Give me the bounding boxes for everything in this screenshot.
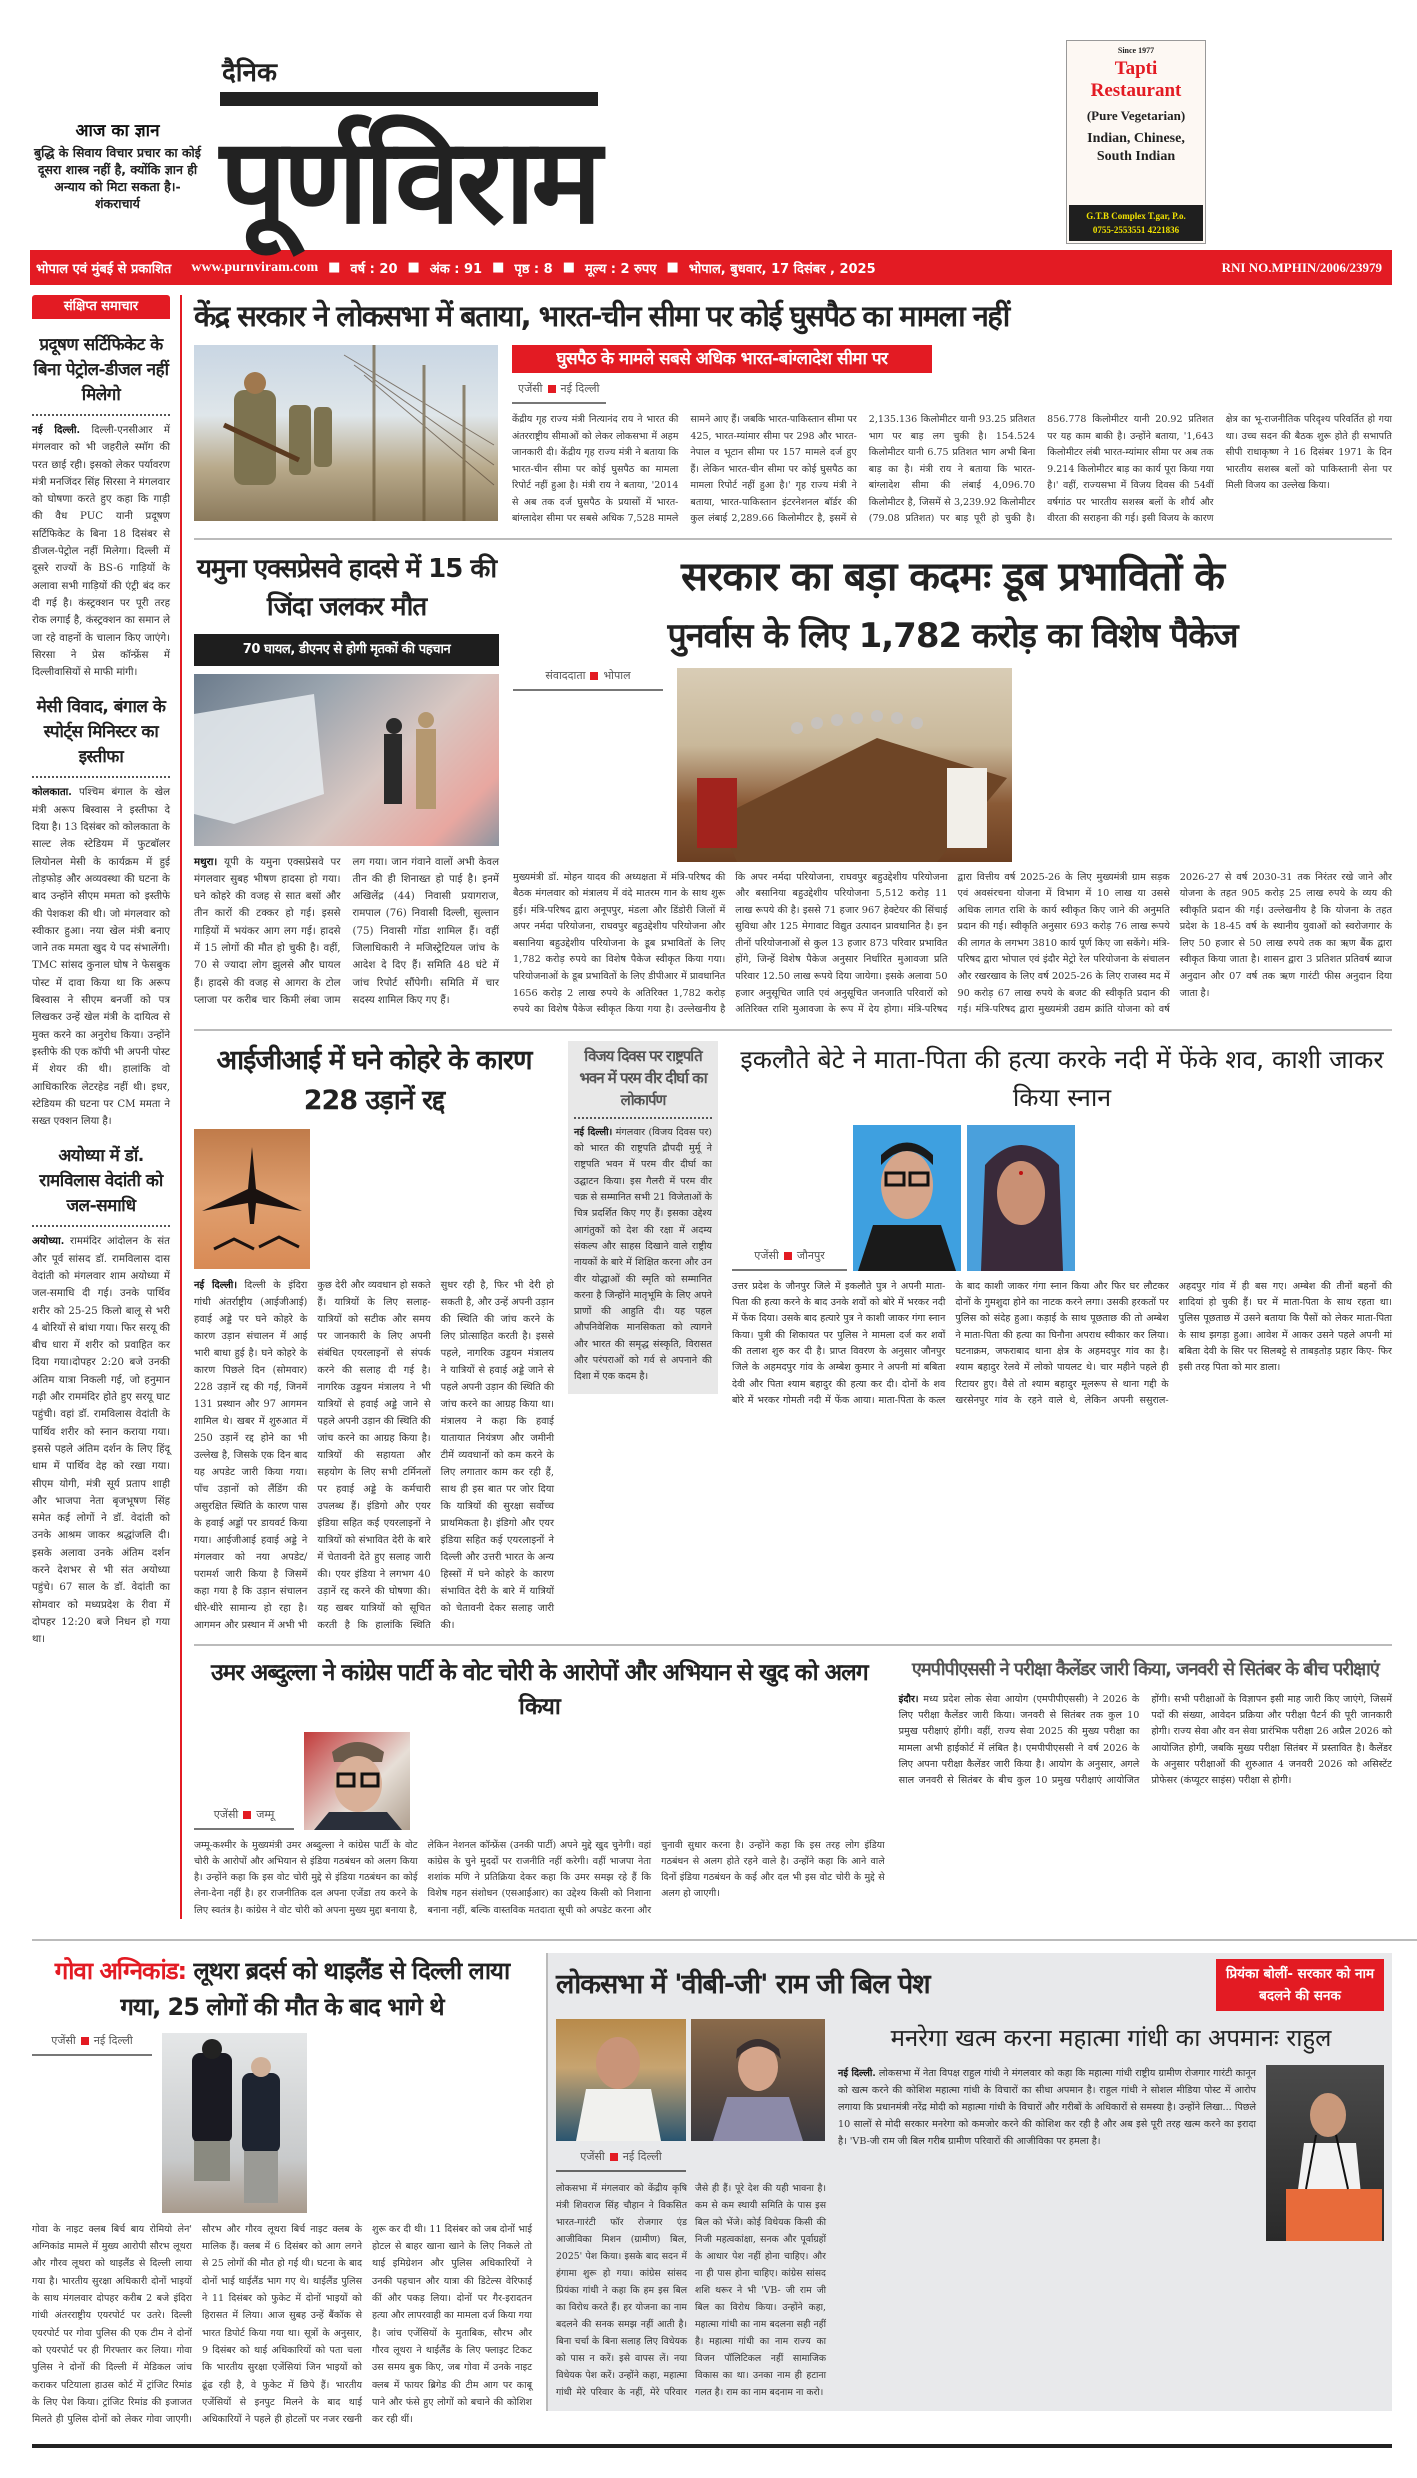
vbg-headline[interactable]: लोकसभा में 'वीबी-जी' राम जी बिल पेश — [556, 1968, 930, 2000]
goa-body: गोवा के नाइट क्लब बिर्च बाय रोमियो लेन' अग्निकांड मामले में मुख्य आरोपी सौरभ लूथरा और गौरव लूथरा को थाइलैंड से दिल्ली लाया गया है। भारतीय सुरक्षा अधिकारी दोनों भाइयों के साथ मंगलवार दोपहर करीब 2 बजे इंदिरा गांधी अंतरराष्ट्रीय एयरपोर्ट पर उतरे। दिल्ली एयरपोर्ट पर गोवा पुलिस की एक टीम ने दोनों को एयरपोर्ट पर ही गिरफ्तार कर लिया। गोवा पुलिस ने दोनों की दिल्ली में मेडिकल जांच कराकर पटियाला हाउस कोर्ट में ट्रांजिट रिमांड के लिए पेश किया। ट्रांजिट रिमांड की इजाजत मिलते ही पुलिस दोनों को लेकर गोवा जाएगी। सौरभ और गौरव लूथरा बिर्च नाइट क्लब के मालिक हैं। क्लब में 6 दिसंबर को आग लगने से 25 लोगों की मौत हो गई थी। घटना के बाद दोनों भाई थाईलैंड भाग गए थे। थाईलैंड पुलिस ने 11 दिसंबर को फुकेट में दोनों भाइयों को हिरासत में लिया। आज सुबह उन्हें बैंकॉक से भारत डिपोर्ट किया गया था। सूत्रों के अनुसार, 9 दिसंबर को थाई अधिकारियों को पता चला कि भारतीय सुरक्षा एजेंसियां जिन भाइयों को ढूंढ रही है, वे फुकेट में छिपे हैं। भारतीय एजेंसियों से इनपुट मिलने के बाद थाई अधिकारियों ने पहले ही होटलों पर नजर रखनी शुरू कर दी थी। 11 दिसंबर को जब दोनों भाई होटल से बाहर खाना खाने के लिए निकले तो थाई इमिग्रेशन और पुलिस अधिकारियों ने उनकी पहचान और यात्रा की डिटेल्स वेरिफाई कीं और पकड़ लिया। दोनों पर गैर-इरादतन हत्या और लापरवाही का मामला दर्ज किया गया है। जांच एजेंसियों के मुताबिक, सौरभ और गौरव लूथरा ने थाईलैंड के लिए फ्लाइट टिकट उस समय बुक किए, जब गोवा में उनके नाइट क्लब में फायर ब्रिगेड की टीम आग पर काबू पाने और फंसे हुए लोगों को बचाने की कोशिश कर रही थीं। — [32, 2223, 532, 2426]
website-link[interactable]: www.purnviram.com — [191, 259, 319, 275]
bullet-icon — [590, 672, 598, 680]
thought-heading: आज का ज्ञान — [75, 121, 160, 141]
bottom-section — [32, 1939, 1392, 2439]
bullet-icon — [243, 1811, 251, 1819]
price: मूल्य : 2 रुपए — [585, 261, 657, 277]
bullet-icon — [784, 1252, 792, 1260]
people-image-icon — [162, 2033, 307, 2213]
rahul-gandhi-photo — [1266, 2065, 1384, 2241]
ad-phone: 0755-2553551 4221836 — [1092, 225, 1180, 235]
sidebar — [32, 295, 182, 1919]
package-headline-line-1[interactable]: सरकार का बड़ा कदमः डूब प्रभावितों के — [681, 553, 1224, 600]
bullet-icon — [81, 2037, 89, 2045]
luthra-brothers-photo — [162, 2033, 307, 2213]
meeting-image-icon — [677, 668, 1012, 862]
portrait-image-icon — [1266, 2065, 1384, 2241]
mppsc-headline[interactable]: एमपीपीएससी ने परीक्षा कैलेंडर जारी किया, जनवरी से सितंबर के बीच परीक्षाएं — [911, 1658, 1379, 1680]
masthead-prefix: दैनिक — [222, 58, 277, 88]
mppsc-body: इंदौर। मध्य प्रदेश लोक सेवा आयोग (एमपीपीएससी) ने 2026 के लिए परीक्षा कैलेंडर जारी किया। जनवरी से सितंबर तक कुल 10 प्रमुख परीक्षाएं होंगी। वहीं, राज्य सेवा 2025 की मुख्य परीक्षा का मामला अभी हाईकोर्ट में लंबित है। एमपीपीएससी ने वर्ष 2026 के लिए अपना परीक्षा कैलेंडर जारी किया है। आयोग के अनुसार, अगले साल जनवरी से सितंबर के बीच कुल 10 प्रमुख परीक्षाएं आयोजित होंगी। सभी परीक्षाओं के विज्ञापन इसी माह जारी किए जाएंगे, जिसमें पदों की संख्या, आवेदन प्रक्रिया और परीक्षा पैटर्न की पूरी जानकारी होगी। राज्य सेवा और वन सेवा प्रारंभिक परीक्षा 26 अप्रैल 2026 को आयोजित होगी, जबकि मुख्य परीक्षा सितंबर में प्रस्तावित है। कैलेंडर के अनुसार परीक्षाओं की शुरुआत 4 जनवरी 2026 को असिस्टेंट प्रोफेसर (कंप्यूटर साइंस) परीक्षा से होगी। — [898, 1693, 1392, 1787]
rahul-headline[interactable]: मनरेगा खत्म करना महात्मा गांधी का अपमानः राहुल — [890, 2023, 1332, 2052]
package-headline-line-2[interactable]: पुनर्वास के लिए 1,782 करोड़ का विशेष पैकेज — [667, 615, 1238, 656]
published-from: भोपाल एवं मुंबई से प्रकाशित — [36, 261, 172, 277]
page-bottom-rule — [32, 2444, 1392, 2448]
lead-subhead: घुसपैठ के मामले सबसे अधिक भारत-बांग्लादेश सीमा पर — [512, 345, 932, 373]
ad-type: (Pure Vegetarian) — [1086, 108, 1186, 123]
date: भोपाल, बुधवार, 17 दिसंबर , 2025 — [688, 261, 876, 277]
omar-headline[interactable]: उमर अब्दुल्ला ने कांग्रेस पार्टी के वोट चोरी के आरोपों और अभियान से खुद को अलग किया — [211, 1659, 868, 1720]
bullet-icon: ■ — [666, 260, 679, 275]
ad-name: Tapti Restaurant — [1090, 58, 1182, 101]
sidebar-news-body: नई दिल्ली. दिल्ली-एनसीआर में मंगलवार को भी जहरीले स्मॉग की परत छाई रही। इसको लेकर पर्यावरण मंत्री मनजिंदर सिंह सिरसा ने मंगलवार को घोषणा करते हुए कहा कि गाड़ी की वैध PUC यानी प्रदूषण सर्टिफिकेट के बिना 18 दिसंबर से डीजल-पेट्रोल नहीं मिलेगा। दिल्ली में दूसरे राज्यों के BS-6 गाड़ियों के अलावा सभी गाड़ियों की एंट्री बंद कर दी गई है। कंस्ट्रक्शन पर पूरी तरह रोक लगाई है, कंस्ट्रक्शन का समान ले जा रहे वाहनों के चालान किए जाएंगे। सिरसा ने प्रेस कॉन्फ्रेंस में दिल्लीवासियों से माफी मांगी। — [32, 424, 170, 679]
thought-of-day — [30, 118, 205, 212]
vijay-body: नई दिल्ली। मंगलवार (विजय दिवस पर) को भारत की राष्ट्रपति द्रौपदी मुर्मू ने राष्ट्रपति भवन में परम वीर दीर्घा का उद्घाटन किया। इस गैलरी में परम वीर चक्र से सम्मानित सभी 21 विजेताओं के चित्र प्रदर्शित किए गए हैं। इसका उद्देश्य आगंतुकों को देश की रक्षा में अदम्य संकल्प और साहस दिखाने वाले राष्ट्रीय नायकों के बारे में शिक्षित करना और उन वीर योद्धाओं की स्मृति को सम्मानित करना है जिन्होंने मातृभूमि के लिए अपने प्राणों की आहुति दी। यह पहल औपनिवेशिक मानसिकता को त्यागने और भारत की समृद्ध संस्कृति, विरासत और परंपराओं को गर्व से अपनाने की दिशा में एक कदम है। — [574, 1126, 713, 1383]
portrait-image-icon — [967, 1125, 1075, 1271]
portrait-image-icon — [556, 2019, 686, 2141]
omar-abdullah-photo — [304, 1732, 410, 1830]
priyanka-photo — [691, 2019, 825, 2141]
sidebar-news-body: कोलकाता. पश्चिम बंगाल के खेल मंत्री अरूप बिस्वास ने इस्तीफा दे दिया है। 13 दिसंबर को कोलकाता के साल्ट लेक स्टेडियम में फुटबॉलर लियोनल मेसी के कार्यक्रम में हुई तोड़फोड़ और अव्यवस्था की घटना के बाद उन्होंने सीएम ममता को इस्तीफे की पेशकश की थी। जो मंगलवार को स्वीकार हुआ। नया खेल मंत्री बनाए जाने तक ममता खुद ये पद संभालेंगी। TMC सांसद कुनाल घोष ने फेसबुक पोस्ट में दावा किया था कि अरूप बिस्वास ने सीएम बनर्जी को पत्र लिखकर उन्हें खेल मंत्री के दायित्व से मुक्त करने का अनुरोध किया। उन्होंने इस्तीफे की एक कॉपी भी अपनी पोस्ट में शेयर की थी। हालांकि वो आधिकारिक लेटरहेड नहीं थी। इधर, स्टेडियम की घटना पर CM ममता ने सख्त एक्शन लिया है। — [32, 786, 170, 1128]
portrait-image-icon — [304, 1732, 410, 1830]
soldiers-image-icon — [194, 345, 498, 521]
bullet-icon: ■ — [492, 260, 505, 275]
issue: अंक : 91 — [429, 261, 483, 277]
jaunpur-body: उत्तर प्रदेश के जौनपुर जिले में इकलौते पुत्र ने अपनी माता-पिता की हत्या करने के बाद उनके शवों को बोरे में भरकर नदी में फेंक दिया। उसके बाद हत्यारे पुत्र ने काशी जाकर गंगा स्नान किया। पुत्री की शिकायत पर पुलिस ने मामला दर्ज कर शवों की तलाश शुरु कर दी है। प्राप्त विवरण के अनुसार जौनपुर जिले के अहमदपुर गांव के अम्बेश कुमार ने अपनी मां बबिता देवी और पिता श्याम बहादुर की हत्या कर दी। दोनों के शव बोरे में भरकर गोमती नदी में फेंक आया। माता-पिता के कत्ल के बाद काशी जाकर गंगा स्नान किया और फिर घर लौटकर दोनों के गुमशुदा होने का नाटक करने लगा। उसकी हरकतों पर पुलिस को संदेह हुआ। कड़ाई के साथ पूछताछ की तो अम्बेश ने माता-पिता की हत्या का घिनौना अपराध स्वीकार कर लिया। घटनाक्रम, जफराबाद थाना क्षेत्र के अहमदपुर गांव का है। श्याम बहादुर रेलवे में लोको पायलट थे। चार महीने पहले ही रिटायर हुए। वैसे तो श्याम बहादुर मूलरूप से थाना गद्दी के खरसेनपुर गांव के रहने वाले थे, लेकिन अपनी ससुराल-अहदपुर गांव में ही बस गए। अम्बेश की तीनों बहनों की शादियां हो चुकी हैं। घर में माता-पिता के साथ रहता था। पुलिस पूछताछ में उसने बताया कि पैसों को लेकर माता-पिता के साथ झगड़ा हुआ। आवेश में आकर उसने पहले अपनी मां बबिता देवी के सिर पर सिलबट्टे से ताबड़तोड़ प्रहार किए- फिर इसी तरह पिता को मार डाला। — [732, 1280, 1392, 1406]
lead-byline: एजेंसी नई दिल्ली — [512, 381, 606, 404]
yamuna-headline[interactable]: यमुना एक्सप्रेसवे हादसे में 15 की जिंदा जलकर मौत — [196, 553, 497, 622]
ad-tapti-restaurant[interactable] — [1066, 40, 1206, 244]
border-fence-photo — [194, 345, 498, 521]
pages: पृष्ठ : 8 — [514, 261, 553, 277]
package-body: मुख्यमंत्री डॉ. मोहन यादव की अध्यक्षता में मंत्रि-परिषद की बैठक मंगलवार को मंत्रालय में वंदे मातरम गान के साथ शुरू हुई। मंत्रि-परिषद द्वारा अनूपपुर, मंडला और डिंडोरी जिलों में अपर नर्मदा परियोजना, राघवपुर बहुउद्देशीय परियोजना और बसानिया बहुउद्देशीय परियोजना के डूब प्रभावितों के लिए 1,782 करोड़ रुपये का विशेष पैकेज स्वीकृत किया गया। परियोजनाओं के डूब प्रभावितों के लिए डीपीआर में प्रावधानित 1656 करोड़ 2 लाख रुपये के अतिरिक्त 1,782 करोड़ रुपये का विशेष पैकेज स्वीकृत किया गया है। उल्लेखनीय है कि अपर नर्मदा परियोजना, राघवपुर बहुउद्देशीय परियोजना और बसानिया बहुउद्देशीय परियोजना 5,512 करोड़ 11 लाख रूपये की है। इससे 71 हजार 967 हेक्टेयर की सिंचाई सुविधा और 125 मेगावाट विद्युत उत्पादन प्रावधानित है। इन तीनों परियोजनाओं से कुल 13 हजार 873 परिवार प्रभावित होंगे, जिन्हें विशेष पैकेज अनुसार निर्धारित मुआवजा प्रति परिवार 12.50 लाख रूपये दिया जायेगा। इसके अलावा 50 हजार अनुसूचित जाति एवं अनुसूचित जनजाति परिवारों को अतिरिक्त राशि मुआवजा के रूप में देय होगा। मंत्रि-परिषद द्वारा वित्तीय वर्ष 2025-26 के लिए मुख्यमंत्री ग्राम सड़क एवं अवसंरचना योजना में विभाग में 10 लाख या उससे अधिक लागत राशि के कार्य स्वीकृत किए जाने की अनुमति प्रदान की गई। स्वीकृति अनुसार 693 करोड़ 76 लाख रूपये की लागत के लगभग 3810 कार्य पूर्ण किए जा सकेंगे। मंत्रि-परिषद द्वारा भोपाल एवं इंदौर मेट्रो रेल परियोजना के संचालन और रखरखाव के लिए वर्ष 2025-26 के लिए राजस्व मद में 90 करोड़ 67 लाख रुपये के बजट की स्वीकृति प्रदान की गई। मंत्रि-परिषद द्वारा मुख्यमंत्री उद्यम क्रांति योजना को वर्ष 2026-27 से वर्ष 2030-31 तक निरंतर रखे जाने और योजना के तहत 905 करोड़ 25 लाख रुपये के व्यय की स्वीकृति प्रदान की गई। उल्लेखनीय है कि योजना के तहत प्रदेश के 18-45 वर्ष के स्थानीय युवाओं को स्वरोजगार के लिए 50 हजार से 50 लाख रुपये तक का ऋण बैंक द्वारा स्वीकृत किया जाता है। शासन द्वारा 3 प्रतिशत प्रतिवर्ष ब्याज अनुदान और 07 वर्ष तक ऋण गारंटी फीस अनुदान दिया जाता है। — [513, 871, 1392, 1016]
ad-contact-box — [1069, 205, 1203, 241]
vbg-tag: प्रियंका बोलीं- सरकार को नाम बदलने की सनक — [1216, 1959, 1384, 2011]
accident-photo — [194, 674, 499, 846]
package-byline: संवाददाता भोपाल — [513, 668, 663, 691]
father-photo — [853, 1125, 961, 1271]
jaunpur-byline: एजेंसी जौनपुर — [732, 1248, 847, 1271]
vijay-headline[interactable]: विजय दिवस पर राष्ट्रपति भवन में परम वीर दीर्घा का लोकार्पण — [579, 1046, 707, 1109]
year: वर्ष : 20 — [350, 261, 398, 277]
yamuna-body: मथुरा। यूपी के यमुना एक्सप्रेसवे पर मंगलवार सुबह भीषण हादसा हो गया। घने कोहरे की वजह से सात बसों और तीन कारों की टक्कर हो गई। इससे गाड़ियों में भयंकर आग लग गई। हादसे में 15 लोगों की मौत हो चुकी है। वहीं, 70 से ज्यादा लोग झुलसे और घायल हैं। हादसे की वजह से आगरा के टोल प्लाजा पर करीब चार किमी लंबा जाम लग गया। जान गंवाने वालों अभी केवल तीन की ही शिनाख्त हो पाई है। इनमें अखिलेंद्र (44) निवासी प्रयागराज, रामपाल (76) निवासी दिल्ली, सुल्तान (75) निवासी गोंडा शामिल हैं। वहीं जिलाधिकारी ने मजिस्ट्रेटियल जांच के आदेश दे दिए हैं। समिति 48 घंटे में जांच रिपोर्ट सौंपेगी। समिति में चार सदस्य शामिल किए गए हैं। — [194, 855, 499, 1006]
mother-photo — [967, 1125, 1075, 1271]
portrait-image-icon — [691, 2019, 825, 2141]
masthead-title: पूर्णविराम — [220, 92, 598, 256]
vbg-body: लोकसभा में मंगलवार को केंद्रीय कृषि मंत्री शिवराज सिंह चौहान ने विकसित भारत-गारंटी फॉर रोजगार एंड आजीविका मिशन (ग्रामीण) बिल, 2025' पेश किया। इसके बाद सदन में हंगामा शुरू हो गया। कांग्रेस सांसद प्रियंका गांधी ने कहा कि हम इस बिल का विरोध करते हैं। हर योजना का नाम बदलने की सनक समझ नहीं आती है। बिना चर्चा के बिना सलाह लिए विधेयक को पास न करें। इसे वापस लें। नया विधेयक पेश करें। उन्होंने कहा, महात्मा गांधी मेरे परिवार के नहीं, मेरे परिवार जैसे ही हैं। पूरे देश की यही भावना है। कम से कम स्थायी समिति के पास इस बिल को भेंजे। कोई विधेयक किसी की निजी महत्वकांक्षा, सनक और पूर्वाग्रहों के आधार पेश नहीं होना चाहिए। और ना ही पास होना चाहिए। कांग्रेस सांसद शशि थरूर ने भी 'VB- जी राम जी बिल का विरोध किया। उन्होंने कहा, महात्मा गांधी का नाम बदलना सही नहीं है। महात्मा गांधी का नाम राज्य का विजन पॉलिटिकल नहीं सामाजिक विकास का था। उनका नाम ही हटाना गलत है। राम का नाम बदनाम ना करो। — [556, 2182, 826, 2398]
bullet-icon: ■ — [562, 260, 575, 275]
bullet-icon: ■ — [328, 260, 341, 275]
sidebar-news-title[interactable]: प्रदूषण सर्टिफिकेट के बिना पेट्रोल-डीजल नहीं मिलेगो — [33, 335, 169, 405]
omar-body: जम्मू-कश्मीर के मुख्यमंत्री उमर अब्दुल्ला ने कांग्रेस पार्टी के वोट चोरी के आरोपों और अभियान से इंडिया गठबंधन को अलग किया है। उन्होंने कहा कि इस वोट चोरी मुद्दे से इंडिया गठबंधन का कोई लेना-देना नहीं है। हर राजनीतिक दल अपना एजेंडा तय करने के लिए स्वतंत्र है। कांग्रेस ने वोट चोरी को अपना मुख्य मुद्दा बनाया है, लेकिन नेशनल कॉन्फ्रेंस (उनकी पार्टी) अपने मुद्दे खुद चुनेगी। वहां कांग्रेस के चुने मुददों पर राजनीति नहीं करेगी। वहीं भाजपा नेता शशांक मणि ने प्रतिक्रिया देकर कहा कि उमर समझ रहे हैं कि विशेष गहन संशोधन (एसआईआर) का उद्देश्य किसी को निशाना बनाना नहीं, बल्कि वास्तविक मतदाता सूची को अपडेट करना और चुनावी सुधार करना है। उन्होंने कहा कि इस तरह लोग इंडिया गठबंधन से अलग होते रहने वाले है। उन्होंने कहा कि आने वाले दिनों इंडिया गठबंधन के कई और दल भी इस वोट चोरी के मुद्दे से अलग हो जाएगी। — [194, 1839, 885, 1916]
wreckage-image-icon — [194, 674, 499, 846]
bullet-icon — [548, 385, 556, 393]
lead-headline[interactable]: केंद्र सरकार ने लोकसभा में बताया, भारत-चीन सीमा पर कोई घुसपैठ का मामला नहीं — [194, 299, 1009, 333]
rahul-body: नई दिल्ली. लोकसभा में नेता विपक्ष राहुल गांधी ने मंगलवार को कहा कि महात्मा गांधी राष्ट्रीय ग्रामीण रोजगार गारंटी कानून को खत्म करने की कोशिश महात्मा गांधी के विचारों का सीधा अपमान है। राहुल गांधी ने सोशल मीडिया पोस्ट में आरोप लगाया कि प्रधानमंत्री नरेंद्र मोदी को महात्मा गांधी के विचारों और गरीबों के अधिकारों से समस्या है। उन्होंने लिखा... पिछले 10 सालों से मोदी सरकार मनरेगा को कमजोर करने की कोशिश कर रही है और अब इसे पूरी तरह खत्म करने का इरादा है। 'VB-जी राम जी बिल गरीब ग्रामीण परिवारों की आजीविका पर हमला है। — [838, 2067, 1256, 2147]
sidebar-news-2 — [32, 695, 170, 1130]
goa-headline-label: गोवा अग्निकांड: — [54, 1956, 187, 1985]
section-divider — [194, 1644, 1392, 1646]
airplane-image-icon — [194, 1129, 310, 1269]
sidebar-news-3 — [32, 1144, 170, 1648]
omar-byline: एजेंसी जम्मू — [194, 1807, 294, 1830]
jaunpur-headline[interactable]: इकलौते बेटे ने माता-पिता की हत्या करके नदी में फेंके शव, काशी जाकर किया स्नान — [740, 1044, 1384, 1112]
ad-address: G.T.B Complex T.gar, P.o. — [1086, 211, 1186, 221]
section-divider — [194, 538, 1392, 540]
goa-headline[interactable] — [32, 1953, 532, 2025]
masthead — [0, 0, 1417, 250]
cabinet-meeting-photo — [677, 668, 1012, 862]
sidebar-label: संक्षिप्त समाचार — [32, 295, 170, 319]
bullet-icon — [610, 2153, 618, 2161]
vbg-section — [546, 1953, 1392, 2411]
rni-number: RNI NO.MPHIN/2006/23979 — [1221, 259, 1382, 275]
vbg-byline: एजेंसी नई दिल्ली — [556, 2149, 686, 2172]
ad-cuisine: Indian, Chinese, South Indian — [1087, 131, 1185, 164]
ad-since: Since 1977 — [1117, 46, 1155, 55]
goa-headline-text: लूथरा ब्रदर्स को थाइलैंड से दिल्ली लाया गया, 25 लोगों की मौत के बाद भागे थे — [120, 1956, 510, 2021]
shivraj-photo — [556, 2019, 686, 2141]
sidebar-news-title[interactable]: अयोध्या में डॉ. रामविलास वेदांती को जल-समाधि — [39, 1146, 163, 1217]
sidebar-news-body: अयोध्या. राममंदिर आंदोलन के संत और पूर्व सांसद डॉ. रामविलास दास वेदांती को मंगलवार शाम अयोध्या में जल-समाधि दी गई। उनके पार्थिव शरीर को 25-25 किलो बालू से भरी 4 बोरियों से बांधा गया। फिर सरयू की बीच धारा में शरीर को प्रवाहित कर दिया गया।दोपहर 2:20 बजे उनकी अंतिम यात्रा निकली गई, जो हनुमान गढ़ी और राममंदिर होते हुए सरयू घाट पहुंची। वहां डॉ. रामविलास वेदांती के पार्थिव शरीर को स्नान कराया गया। इससे पहले अंतिम दर्शन के लिए हिंदू धाम में पार्थिव देह को रखा गया। सीएम योगी, मंत्री सूर्य प्रताप शाही और भाजपा नेता बृजभूषण सिंह समेत कई लोगों ने डॉ. वेदांती को उनके आश्रम जाकर श्रद्धांजलि दी। इसके अलावा उनके अंतिम दर्शन करने देशभर से भी संत अयोध्या पहुंचे। 67 साल के डॉ. वेदांती का सोमवार को मध्यप्रदेश के रीवा में दोपहर 12:20 बजे निधन हो गया था। — [32, 1235, 170, 1646]
airplane-photo — [194, 1129, 310, 1269]
sidebar-news-title[interactable]: मेसी विवाद, बंगाल के स्पोर्ट्स मिनिस्टर का इस्तीफा — [36, 697, 166, 768]
portrait-image-icon — [853, 1125, 961, 1271]
lead-body: केंद्रीय गृह राज्य मंत्री नित्यानंद राय ने भारत की अंतरराष्ट्रीय सीमाओं को लेकर लोकसभा में अहम जानकारी दी। केंद्रीय गृह राज्य मंत्री ने बताया कि भारत-चीन सीमा पर कोई घुसपैठ का मामला रिपोर्ट नहीं हुआ है। मंत्री राय ने बताया, '2014 से अब तक दर्ज घुसपैठ के प्रयासों में भारत-बांग्लादेश सीमा पर सबसे अधिक 7,528 मामले सामने आए हैं। जबकि भारत-पाकिस्तान सीमा पर 425, भारत-म्यांमार सीमा पर 298 और भारत-नेपाल व भूटान सीमा पर 157 मामले दर्ज हुए हैं। लेकिन भारत-चीन सीमा पर कोई घुसपैठ का मामला रिपोर्ट नहीं हुआ है।' गृह राज्य मंत्री ने बताया, भारत-पाकिस्तान इंटरनेशनल बॉर्डर की कुल लंबाई 2,289.66 किलोमीटर है, इसमें से 2,135.136 किलोमीटर यानी 93.25 प्रतिशत भाग पर बाड़ लग चुकी है। 154.524 किलोमीटर यानी 6.75 प्रतिशत भाग अभी बिना बाड़ का है। मंत्री राय ने बताया कि भारत-बांग्लादेश सीमा की लंबाई 4,096.70 किलोमीटर है, जिसमें से 3,239.92 किलोमीटर (79.08 प्रतिशत) पर बाड़ पूरी हो चुकी है। 856.778 किलोमीटर यानी 20.92 प्रतिशत पर यह काम बाकी है। उन्होंने बताया, '1,643 किलोमीटर लंबी भारत-म्यांमार सीमा पर अब तक 9.214 किलोमीटर बाड़ का कार्य पूरा किया गया है।' वहीं, राज्यसभा में विजय दिवस की 54वीं वर्षगांठ पर भारतीय सशस्त्र बलों के शौर्य और वीरता की सराहना की गई। इसी विजय के कारण क्षेत्र का भू-राजनीतिक परिदृश्य परिवर्तित हो गया था। उच्च सदन की बैठक शुरू होते ही सभापति सीपी राधाकृष्ण ने 16 दिसंबर 1971 के दिन भारतीय सशस्त्र बलों को पाकिस्तानी सेना पर मिली विजय का उल्लेख किया। — [512, 414, 1392, 524]
vijay-box — [568, 1041, 718, 1394]
goa-byline: एजेंसी नई दिल्ली — [32, 2033, 152, 2056]
sidebar-news-1 — [32, 333, 170, 681]
yamuna-subhead: 70 घायल, डीएनए से होगी मृतकों की पहचान — [194, 634, 499, 666]
bullet-icon: ■ — [407, 260, 420, 275]
igi-body: नई दिल्ली। दिल्ली के इंदिरा गांधी अंतर्राष्ट्रीय (आईजीआई) हवाई अड्डे पर घने कोहरे के कारण उड़ान संचालन में आई भारी बाधा हुई है। घने कोहरे के कारण पिछले दिन (सोमवार) 228 उड़ानें रद्द की गईं, जिनमें 131 प्रस्थान और 97 आगमन शामिल थे। खबर में शुरुआत में 250 उड़ानें रद्द होने का भी उल्लेख है, जिसके एक दिन बाद यह अपडेट जारी किया गया। पाँच उड़ानों को लैंडिंग की असुरक्षित स्थिति के कारण पास के हवाई अड्डों पर डायवर्ट किया गया। आईजीआई हवाई अड्डे ने मंगलवार को नया अपडेट/परामर्श जारी किया है जिसमें कहा गया है कि उड़ान संचालन धीरे-धीरे सामान्य हो रहा है। आगमन और प्रस्थान में अभी भी कुछ देरी और व्यवधान हो सकते हैं। यात्रियों के लिए सलाह- यात्रियों को सटीक और समय पर जानकारी के लिए अपनी संबंधित एयरलाइनों से संपर्क करने की सलाह दी गई है। नागरिक उड्डयन मंत्रालय ने भी यात्रियों से हवाई अड्डे जाने से पहले अपनी उड़ान की स्थिति की जांच करने का आग्रह किया है। यात्रियों की सहायता और सहयोग के लिए सभी टर्मिनलों पर हवाई अड्डे के कर्मचारी उपलब्ध हैं। इंडिगो और एयर इंडिया सहित कई एयरलाइनों ने यात्रियों को संभावित देरी के बारे में चेतावनी देते हुए सलाह जारी की। एयर इंडिया ने लगभग 40 उड़ानें रद्द करने की घोषणा की। यह खबर यात्रियों को सूचित करती है कि हालांकि स्थिति सुधर रही है, फिर भी देरी हो सकती है, और उन्हें अपनी उड़ान की स्थिति की जांच करने के लिए प्रोत्साहित करती है। इससे पहले, नागरिक उड्डयन मंत्रालय ने यात्रियों से हवाई अड्डे जाने से पहले अपनी उड़ान की स्थिति की जांच करने का आग्रह किया था। मंत्रालय ने कहा कि हवाई यातायात नियंत्रण और जमीनी टीमें व्यवधानों को कम करने के लिए लगातार काम कर रही हैं, साथ ही इस बात पर जोर दिया कि यात्रियों की सुरक्षा सर्वोच्च प्राथमिकता है। इंडिगो और एयर इंडिया सहित कई एयरलाइनों ने दिल्ली और उत्तरी भारत के अन्य हिस्सों में घने कोहरे के कारण संभावित देरी के बारे में यात्रियों को चेतावनी देकर सलाह जारी की। — [194, 1279, 554, 1631]
thought-text: बुद्धि के सिवाय विचार प्रचार का कोई दूसरा शास्त्र नहीं है, क्योंकि ज्ञान ही अन्याय को मिटा सकता है।- शंकराचार्य — [34, 145, 201, 211]
section-divider — [194, 1029, 1392, 1031]
igi-headline[interactable]: आईजीआई में घने कोहरे के कारण 228 उड़ानें रद्द — [216, 1044, 532, 1116]
